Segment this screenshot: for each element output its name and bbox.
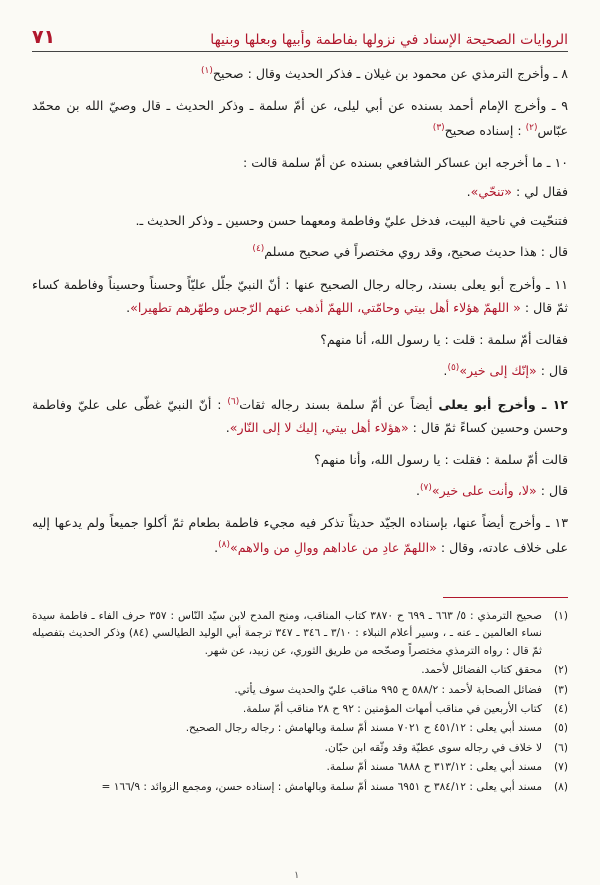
quote: «لا، وأنت على خير» — [431, 483, 537, 499]
footnote-item: (٣) فضائل الصحابة لأحمد : ٥٨٨/٢ ح ٩٩٥ مناقب عليّ والحديث سوف يأتي. — [234, 683, 568, 696]
paragraph-8: ٨ ـ وأخرج الترمذي عن محمود بن غيلان ـ فذكر الحديث وقال : صحيح$^{(١)}$ — [200, 66, 568, 82]
footnote-item: (٦) لا خلاف في رجاله سوى عطيّة وقد وثّقه ابن حبّان. — [324, 741, 568, 754]
paragraph-10c: قال : هذا حديث صحيح، وقد روي مختصراً في صحيح مسلم$^{(٤)}$ — [252, 244, 568, 260]
footnote-ref[interactable]: (٦) — [227, 396, 240, 407]
quote: «اللهمّ عادِ من عاداهم ووالِ من والاهم» — [229, 540, 437, 556]
paragraph-13: ١٣ ـ وأخرج أيضاً عنها، بإسناده الجيّد حديثاً تذكر فيه مجيء فاطمة بطعام ثمّ أكلوا جميعاً ولم يدعها إليه على خلاف عادته، وقال : «اللهمّ عادِ من عاداهم ووالِ من والاهم»$^{(٨)}$. — [32, 515, 568, 556]
paragraph-9: ٩ ـ وأخرج الإمام أحمد بسنده عن أبي ليلى، عن أمّ سلمة ـ وذكر الحديث ـ قال وصيّ الله بن محمّد عبّاس$^{(٢)}$ : إسناده صحيح$^{(٣)}$ — [32, 98, 568, 139]
paragraph-11a: فقالت أمّ سلمة : قلت : يا رسول الله، أنا منهم؟ — [320, 331, 568, 347]
footnote-item: (٤) كتاب الأربعين في مناقب أمهات المؤمنين : ٩٢ ح ٢٨ مناقب أمّ سلمة. — [242, 703, 568, 716]
paragraph-10a: فقال لي : «تنحّي». — [466, 184, 568, 200]
quote: «تنحّي» — [470, 184, 513, 200]
footnote-ref[interactable]: (١) — [200, 66, 213, 76]
paragraph-12: ١٢ ـ وأخرج أبو يعلى أيضاً عن أمّ سلمة بسند رجاله ثقات$^{(٦)}$ : أنّ النبيّ غطّى على عليّ وفاطمة وحسن وحسين كساءً ثمّ قال : «هؤلاء أهل بيتي، إليك لا إلى النّار». — [32, 396, 568, 435]
paragraph-10b: فتنحّيت في ناحية البيت، فدخل عليّ وفاطمة ومعهما حسن وحسين ـ وذكر الحديث ـ. — [135, 213, 568, 229]
footnote-item: (٥) مسند أبي يعلى : ٤٥١/١٢ ح ٧٠٢١ مسند أمّ سلمة وبالهامش : رجاله رجال الصحيح. — [185, 722, 568, 735]
paragraph-12a: قالت أمّ سلمة : فقلت : يا رسول الله، وأنا منهم؟ — [314, 451, 568, 467]
page-header — [32, 18, 568, 48]
paragraph-10: ١٠ ـ ما أخرجه ابن عساكر الشافعي بسنده عن أمّ سلمة قالت : — [243, 155, 568, 171]
quote: «هؤلاء أهل بيتي، إليك لا إلى النّار» — [229, 419, 409, 435]
footnote-item: (٨) مسند أبي يعلى : ٣٨٤/١٢ ح ٦٩٥١ مسند أمّ سلمة وبالهامش : إسناده حسن، ومجمع الزوائد : ١٦٦/٩ = — [101, 780, 568, 793]
footnote-ref[interactable]: (٤) — [252, 244, 265, 255]
footnote-ref[interactable]: (٢) — [525, 123, 538, 134]
footnote-ref[interactable]: (٣) — [432, 123, 445, 134]
running-title: الروايات الصحيحة الإسناد في نزولها بفاطمة وأبيها وبعلها وبنيها — [210, 32, 568, 48]
footnote-separator — [443, 597, 568, 598]
quote: «إنّك إلى خير» — [459, 362, 537, 378]
footnote-item: (٢) محقق كتاب الفضائل لأحمد. — [421, 664, 568, 677]
page-number: ٧١ — [32, 26, 56, 48]
main-text — [32, 60, 568, 568]
footnote-ref[interactable]: (٧) — [420, 482, 432, 493]
paragraph-11b: قال : «إنّك إلى خير»$^{(٥)}$. — [443, 362, 568, 378]
paragraph-12b: قال : «لا، وأنت على خير»$^{(٧)}$. — [415, 482, 568, 499]
quote: « اللهمّ هؤلاء أهل بيتي وحامّتي، اللهمّ أذهب عنهم الرّجس وطهّرهم تطهيرا» — [130, 299, 521, 315]
footnotes — [32, 608, 568, 798]
header-divider — [32, 51, 568, 52]
paragraph-11: ١١ ـ وأخرج أبو يعلى بسند، رجاله رجال الصحيح عنها : أنّ النبيّ جلّل عليّاً وحسناً وحسيناً وفاطمة كساء ثمّ قال : « اللهمّ هؤلاء أهل بيتي وحامّتي، اللهمّ أذهب عنهم الرّجس وطهّرهم تطهيرا». — [32, 276, 568, 315]
footnote-item: (٧) مسند أبي يعلى : ٣١٣/١٢ ح ٦٨٨٨ مسند أمّ سلمة. — [326, 761, 568, 774]
footnote-ref[interactable]: (٥) — [447, 362, 460, 373]
footnote-item: (١) صحيح الترمذي : ٥/ ٦٦٣ ـ ٦٩٩ ح ٣٨٧٠ كتاب المناقب، ومنح المدح لابن سيّد النّاس : ٣٥٧ حرف الفاء ـ فاطمة سيدة نساء العالمين ـ عنه ـ ، وسير أعلام النبلاء : ٣/١٠ ـ ٣٤٦ ـ ٣٤٧ ترجمة أبي الوليد الطيالسي (٨٤) وذكر الحديث بتفصيله ثمّ قال : رواه الترمذي مختصراً وصحّحه من طريق الثوري، عن زبيد، عن شهر. — [32, 610, 568, 657]
footnote-ref[interactable]: (٨) — [218, 540, 230, 551]
footer-mark: ١ — [294, 870, 300, 881]
